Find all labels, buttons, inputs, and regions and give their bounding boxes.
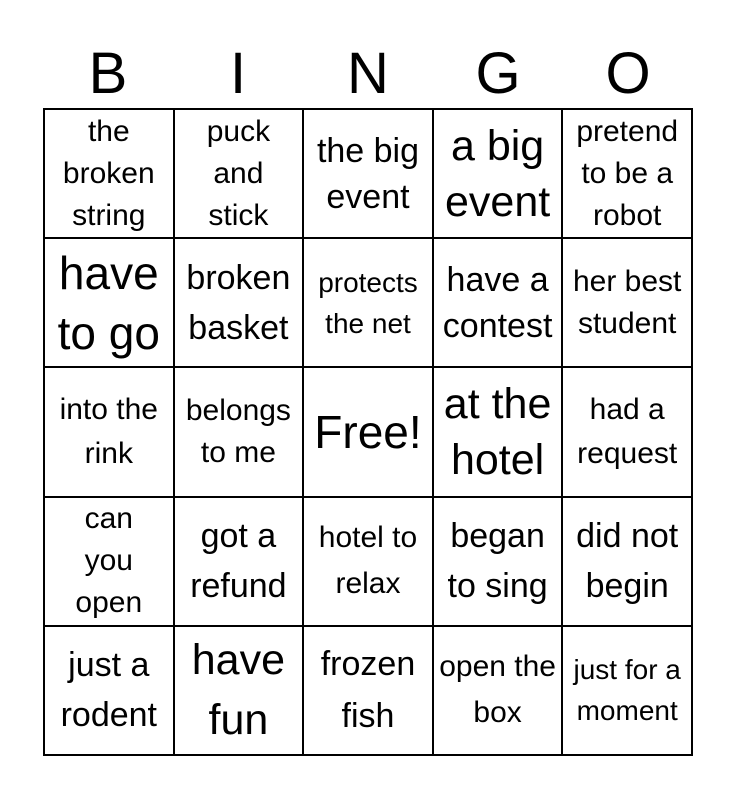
cell-text: just a rodent <box>60 646 157 735</box>
header-letter-g: G <box>475 41 521 106</box>
free-space-text: Free! <box>314 405 422 458</box>
bingo-cell-r5c2[interactable] <box>174 626 304 755</box>
bingo-cell-r1c5[interactable] <box>562 109 692 238</box>
bingo-cell-r2c4[interactable] <box>433 238 563 367</box>
bingo-cell-r5c4[interactable] <box>433 626 563 755</box>
cell-text: belongs to me <box>185 393 291 469</box>
cell-text: can you open <box>75 502 143 620</box>
cell-text: open the box <box>439 650 556 730</box>
cell-text: her best student <box>572 264 682 340</box>
cell-text: got a refund <box>190 517 287 606</box>
cell-text: just for a moment <box>573 654 681 727</box>
cell-text: have to go <box>57 246 160 359</box>
bingo-cell-r3c1[interactable] <box>44 367 174 496</box>
cell-text: have fun <box>191 636 286 745</box>
bingo-cell-r1c3[interactable] <box>303 109 433 238</box>
cell-text: had a request <box>577 392 678 470</box>
bingo-cell-r5c3[interactable] <box>303 626 433 755</box>
cell-text: the broken string <box>62 114 155 232</box>
bingo-cell-r4c1[interactable] <box>44 497 174 626</box>
bingo-cell-r1c4[interactable] <box>433 109 563 238</box>
cell-text: protects the net <box>318 266 418 339</box>
cell-text: pretend to be a robot <box>576 114 679 232</box>
bingo-cell-r1c2[interactable] <box>174 109 304 238</box>
bingo-cell-r3c2[interactable] <box>174 367 304 496</box>
bingo-header <box>43 40 693 108</box>
cell-text: broken basket <box>186 258 291 347</box>
cell-text: began to sing <box>447 517 548 606</box>
bingo-cell-r5c1[interactable] <box>44 626 174 755</box>
cell-text: puck and stick <box>206 114 271 232</box>
cell-text: frozen fish <box>320 645 416 736</box>
bingo-cell-r2c2[interactable] <box>174 238 304 367</box>
bingo-cell-r4c5[interactable] <box>562 497 692 626</box>
header-letter-o: O <box>605 41 651 106</box>
cell-text: have a contest <box>442 260 553 345</box>
bingo-cell-r1c1[interactable] <box>44 109 174 238</box>
bingo-cell-r2c1[interactable] <box>44 238 174 367</box>
cell-text: hotel to relax <box>318 521 418 601</box>
bingo-cell-r2c5[interactable] <box>562 238 692 367</box>
bingo-cell-r3c4[interactable] <box>433 367 563 496</box>
bingo-cell-r3c5[interactable] <box>562 367 692 496</box>
header-letter-n: N <box>347 41 389 106</box>
header-letter-b: B <box>88 41 128 106</box>
bingo-cell-r4c2[interactable] <box>174 497 304 626</box>
bingo-board <box>43 108 693 756</box>
bingo-cell-free[interactable] <box>303 367 433 496</box>
bingo-cell-r5c5[interactable] <box>562 626 692 755</box>
cell-text: a big event <box>444 121 551 226</box>
bingo-cell-r4c3[interactable] <box>303 497 433 626</box>
cell-text: into the rink <box>59 392 158 470</box>
bingo-cell-r4c4[interactable] <box>433 497 563 626</box>
cell-text: did not begin <box>576 517 679 606</box>
header-letter-i: I <box>229 41 247 106</box>
bingo-cell-r2c3[interactable] <box>303 238 433 367</box>
cell-text: at the hotel <box>443 379 552 484</box>
cell-text: the big event <box>316 131 420 216</box>
